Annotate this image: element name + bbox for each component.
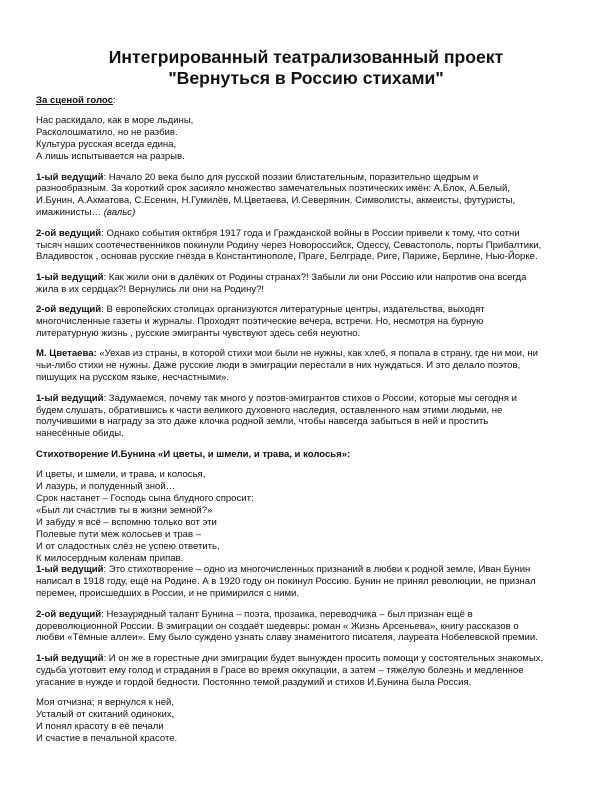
text-run: судьба уготовит ему голод и страдания в Грасе во время оккупации, а затем – тяжёлую болезнь и медленное (36, 664, 524, 676)
paragraph-p8 (36, 609, 584, 645)
text-run: написал в 1918 году, ещё на Родине. А в 1920 году он покинул Россию. Бунин не принял революции, не признал (36, 576, 536, 588)
text-run: : Это стихотворение – одно из многочисленных признаний в любви к родной земле, Иван Бунин (103, 564, 531, 576)
text-line (36, 469, 584, 481)
paragraph-poem2 (36, 469, 584, 564)
text-run: имажинисты… (36, 207, 104, 219)
speaker-label: 2-ой ведущий (36, 304, 102, 316)
paragraph-p2 (36, 228, 584, 264)
text-run: : Начало 20 века было для русской поэзии блистательным, поразительно щедрым и (103, 171, 479, 183)
title-line-2: "Вернуться в Россию стихами" (168, 68, 444, 88)
text-run: пишущих на русском языке, несчастными». (36, 372, 229, 384)
text-run: А лишь испытывается на разрыв. (36, 151, 185, 163)
text-run: Моя отчизна; я вернулся к ней, (36, 697, 175, 709)
paragraph-p4 (36, 304, 584, 340)
text-line (36, 632, 584, 644)
text-run: дореволюционной России. В эмиграции он создаёт шедевры: роман « Жизнь Арсеньева», книгу рассказов о (36, 620, 519, 632)
text-line (36, 481, 584, 493)
text-line (36, 183, 584, 195)
text-line (36, 328, 584, 340)
text-run: Владивосток , основав русские гнёзда в Константинополе, Праге, Белграде, Риге, Париже, Берлине, Нью-Йорке. (36, 251, 538, 263)
text-line (36, 127, 584, 139)
paragraph-p9 (36, 653, 584, 689)
text-run: «Был ли счастлив ты в жизни земной?» (36, 504, 213, 516)
text-run: литературную жизнь , русские эмигранты чувствуют здесь себя неуютно. (36, 328, 361, 339)
text-line (36, 493, 584, 505)
text-run: Культура русская всегда едина, (36, 139, 177, 151)
text-line (36, 284, 584, 296)
text-run: многочисленные газеты и журналы. Проходят поэтические вечера, встречи. Но, несмотря на бурную (36, 316, 484, 328)
text-line (36, 304, 584, 316)
paragraph-p6 (36, 393, 584, 441)
speaker-label: 1-ый ведущий (36, 271, 104, 283)
text-run: (вальс) (103, 207, 136, 219)
text-line (36, 541, 584, 553)
text-line (36, 553, 584, 565)
text-run: получившими в награду за это даже клочка родной земли, чтобы навсегда забыться в ней и простить (36, 416, 489, 428)
text-run: : Однако события октября 1917 года и Гражданской войны в России привели к тому, что сотни (101, 227, 520, 239)
text-line (36, 348, 584, 360)
text-line (36, 428, 584, 440)
text-run: чьи-либо стихи не нужны. Даже русские люди в эмиграции перестали в них нуждаться. И это делало поэтов, (36, 360, 521, 372)
paragraph-p5 (36, 348, 584, 384)
text-line (36, 228, 584, 240)
text-line (36, 449, 584, 461)
text-line (36, 115, 584, 127)
text-line (36, 316, 584, 328)
text-run: Нас раскидало, как в море льдины, (36, 115, 194, 127)
text-line (36, 251, 584, 263)
text-line (36, 529, 584, 541)
text-run: : (112, 95, 116, 106)
text-line (36, 653, 584, 665)
text-line (36, 576, 584, 588)
paragraph-poem2-title (36, 449, 584, 461)
paragraph-voice-label (36, 95, 584, 107)
text-run: будем слушать, обратившись к части великого духовного наследия, оставленного нам этими людьми, не (36, 404, 503, 416)
text-run: : И он же в горестные дни эмиграции будет вынужден просить помощи у состоятельных знакомых, (103, 652, 544, 664)
speaker-label: 1-ый ведущий (36, 652, 104, 664)
text-line (36, 721, 584, 733)
text-run: нанесённые обиды. (36, 428, 124, 440)
speaker-label: М. Цветаева: (36, 348, 97, 360)
text-run: И забуду я всё – вспомню только вот эти (36, 516, 217, 528)
text-run: И счастие в печальной красоте. (36, 732, 178, 744)
text-run: И от сладостных слёз не успею ответить, (36, 540, 220, 552)
text-line (36, 609, 584, 621)
text-run: К милосердным коленам припав. (36, 552, 184, 564)
speaker-label: Стихотворение И.Бунина «И цветы, и шмели, и трава, и колосья»: (36, 448, 351, 460)
text-run: И.Бунин, А.Ахматова, С.Есенин, Н.Гумилёв, М.Цветаева, И.Северянин. Символисты, акмеисты, футуристы, (36, 195, 516, 207)
text-line (36, 621, 584, 633)
text-line (36, 564, 584, 576)
text-line (36, 697, 584, 709)
speaker-label: 2-ой ведущий (36, 227, 102, 239)
speaker-label: 2-ой ведущий (36, 608, 102, 620)
text-line (36, 393, 584, 405)
text-run: : Задумаемся, почему так много у поэтов-эмигрантов стихов о России, которые мы сегодня и (103, 392, 517, 404)
text-run: : Как жили они в далёких от Родины странах?! Забыли ли они Россию или напротив она всегда (103, 271, 527, 283)
text-run: жила в их сердцах?! Вернулись ли они на Родину?! (36, 283, 265, 295)
paragraph-p3 (36, 272, 584, 296)
text-line (36, 372, 584, 384)
paragraph-poem3 (36, 697, 584, 745)
text-line (36, 588, 584, 600)
text-run: «Уехав из страны, в которой стихи мои были не нужны, как хлеб, я попала в страну, где ни мои, ни (96, 348, 538, 360)
text-run: : В европейских столицах организуются литературные центры, издательства, выходят (101, 304, 485, 316)
text-line (36, 665, 584, 677)
text-line (36, 240, 584, 252)
text-line (36, 272, 584, 284)
speaker-label: 1-ый ведущий (36, 564, 104, 576)
text-run: тысяч наших соотечественников покинули Родину через Новороссийск, Одессу, Севастополь, порты Прибалтики, (36, 239, 542, 251)
text-run: И цветы, и шмели, и трава, и колосья, (36, 469, 206, 481)
title-line-1: Интегрированный театрализованный проект (108, 47, 504, 67)
text-line (36, 207, 584, 219)
text-line (36, 416, 584, 428)
text-run: И лазурь, и полуденный зной… (36, 481, 176, 493)
text-run: любви «Тёмные аллеи». Ему было суждено узнать славу знаменитого писателя, лауреата Нобелевской премии. (36, 632, 538, 644)
text-line (36, 405, 584, 417)
text-line (36, 172, 584, 184)
speaker-label: 1-ый ведущий (36, 392, 104, 404)
text-line (36, 360, 584, 372)
text-line (36, 151, 584, 163)
speaker-label: 1-ый ведущий (36, 171, 104, 183)
text-line (36, 517, 584, 529)
speaker-label: За сценой голос (36, 95, 113, 106)
text-line (36, 195, 584, 207)
document-title (40, 47, 572, 89)
text-line (36, 505, 584, 517)
paragraph-poem1 (36, 115, 584, 163)
text-run: Срок настанет – Господь сына блудного спросит: (36, 492, 254, 504)
text-line (36, 95, 584, 107)
text-run: : Незаурядный талант Бунина – поэта, прозаика, переводчика – был признан ещё в (101, 608, 473, 620)
text-run: Расколошматило, но не разбив. (36, 127, 178, 139)
text-line (36, 709, 584, 721)
text-line (36, 139, 584, 151)
text-run: разнообразным. За короткий срок засияло множество замечательных поэтических имён: А.Блок, А.Белый, (36, 183, 511, 195)
paragraph-p7 (36, 564, 584, 600)
text-run: Усталый от скитаний одиноких, (36, 708, 175, 720)
document-body (36, 95, 584, 753)
text-run: угасание в нужде и гордой бедности. Постоянно темой раздумий и стихов И.Бунина была Россия. (36, 676, 472, 688)
text-run: перемен, происшедших в России, и не примирился с ними. (36, 588, 300, 600)
paragraph-p1 (36, 172, 584, 220)
text-line (36, 677, 584, 689)
text-run: Полевые пути меж колосьев и трав – (36, 528, 202, 540)
text-run: И понял красоту в её печали (36, 720, 164, 732)
text-line (36, 733, 584, 745)
